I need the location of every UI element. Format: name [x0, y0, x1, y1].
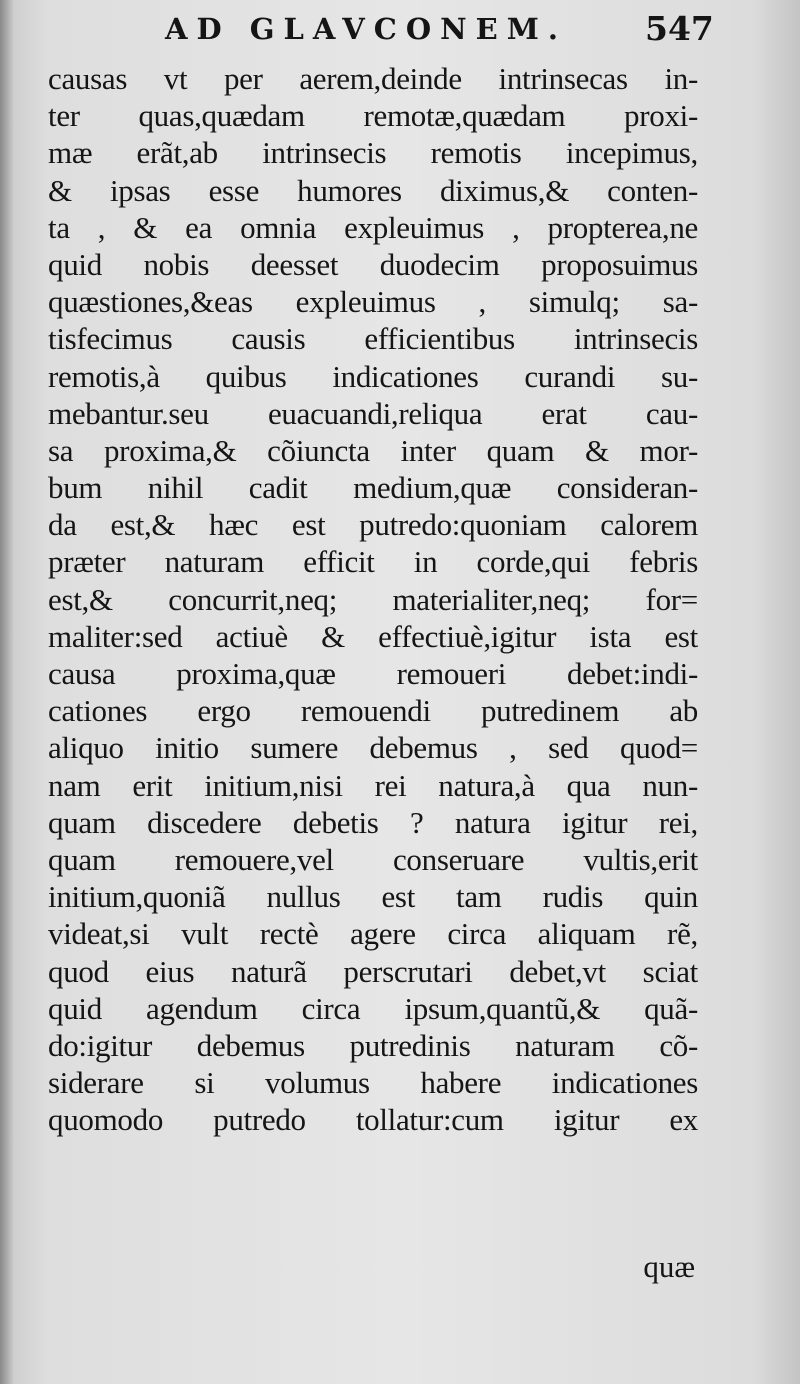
- text-line: mæ erãt,ab intrinsecis remotis incepimus,: [48, 135, 698, 171]
- text-line: quid agendum circa ipsum,quantũ,& quã-: [48, 990, 698, 1026]
- text-line: videat,si vult rectè agere circa aliquam rẽ,: [48, 916, 698, 952]
- text-line: siderare si volumus habere indicationes: [48, 1065, 698, 1101]
- text-line: causas vt per aerem,deinde intrinsecas in-: [48, 61, 698, 96]
- text-line: est,& concurrit,neq; materialiter,neq; for=: [48, 581, 698, 617]
- text-line: & ipsas esse humores diximus,& conten-: [48, 172, 698, 208]
- text-line: remotis,à quibus indicationes curandi su-: [48, 358, 698, 394]
- text-line: cationes ergo remouendi putredinem ab: [48, 693, 698, 729]
- binding-shadow: [0, 0, 14, 1384]
- text-line: bum nihil cadit medium,quæ consideran-: [48, 470, 698, 506]
- text-line: quam discedere debetis ? natura igitur rei,: [48, 804, 698, 840]
- text-line: da est,& hæc est putredo:quoniam calorem: [48, 507, 698, 543]
- text-line: maliter:sed actiuè & effectiuè,igitur ista est: [48, 618, 698, 654]
- text-line: mebantur.seu euacuandi,reliqua erat cau-: [48, 395, 698, 431]
- text-line: quam remouere,vel conseruare vultis,erit: [48, 841, 698, 877]
- text-line: ter quas,quædam remotæ,quædam proxi-: [48, 98, 698, 134]
- text-line: causa proxima,quæ remoueri debet:indi-: [48, 656, 698, 691]
- text-line: quomodo putredo tollatur:cum igitur ex: [48, 1102, 698, 1138]
- text-line: initium,quoniã nullus est tam rudis quin: [48, 879, 698, 915]
- text-line: quæstiones,&eas expleuimus , simulq; sa-: [48, 284, 698, 320]
- page-header: [165, 8, 745, 50]
- text-line: præter naturam efficit in corde,qui febris: [48, 544, 698, 580]
- text-line: nam erit initium,nisi rei natura,à qua nun-: [48, 767, 698, 803]
- text-line: tisfecimus causis efficientibus intrinsecis: [48, 321, 698, 357]
- catchword: quæ: [643, 1249, 695, 1284]
- text-line: quod eius naturã perscrutari debet,vt sciat: [48, 953, 698, 989]
- body-text: [48, 60, 698, 1138]
- text-line: ta , & ea omnia expleuimus , propterea,ne: [48, 209, 698, 245]
- text-line: do:igitur debemus putredinis naturam cõ-: [48, 1027, 698, 1063]
- text-line: quid nobis deesset duodecim proposuimus: [48, 246, 698, 282]
- text-line: aliquo initio sumere debemus , sed quod=: [48, 730, 698, 766]
- page-number: 547: [645, 9, 714, 48]
- running-head: AD GLAVCONEM.: [165, 12, 567, 46]
- text-line: sa proxima,& cõiuncta inter quam & mor-: [48, 432, 698, 468]
